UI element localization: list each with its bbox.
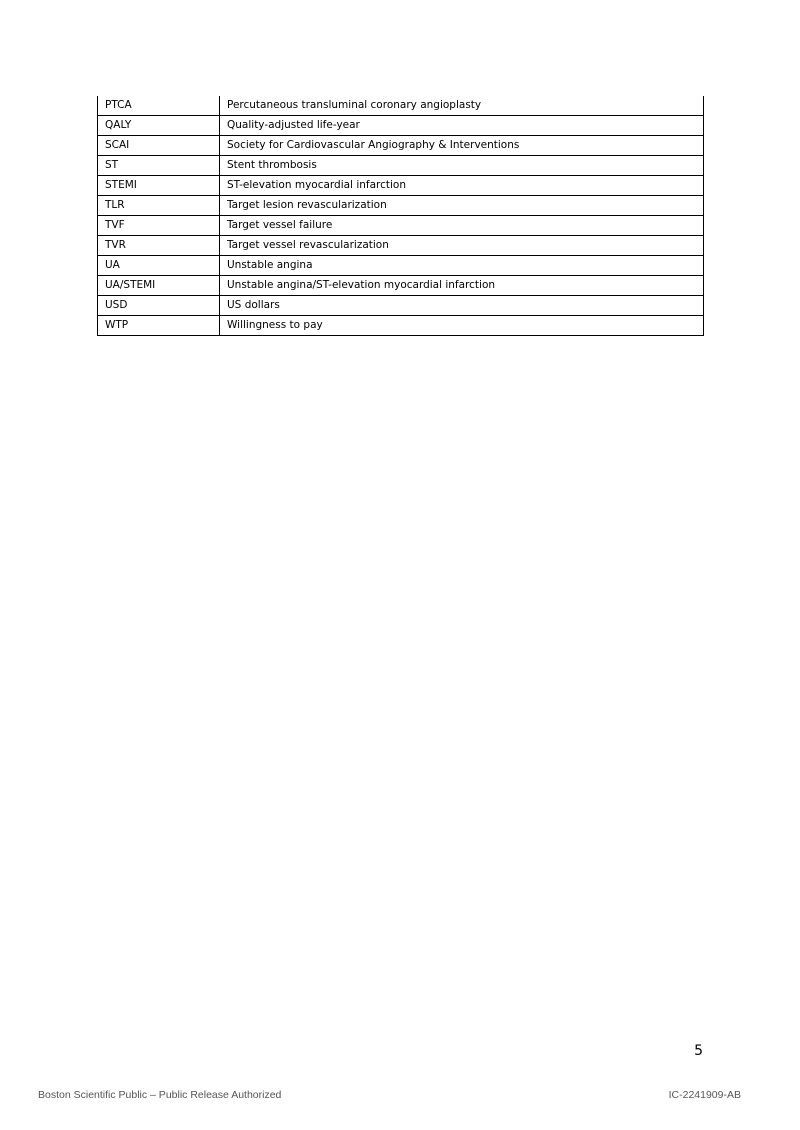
definition-cell: Target lesion revascularization: [220, 196, 704, 216]
abbreviation-cell: ST: [98, 156, 220, 176]
footer-document-id: IC-2241909-AB: [668, 1089, 741, 1101]
definition-cell: Unstable angina/ST-elevation myocardial infarction: [220, 276, 704, 296]
abbreviation-cell: UA: [98, 256, 220, 276]
page-number: 5: [694, 1043, 703, 1059]
abbreviation-cell: UA/STEMI: [98, 276, 220, 296]
definition-cell: Percutaneous transluminal coronary angioplasty: [220, 96, 704, 116]
definition-cell: US dollars: [220, 296, 704, 316]
table-row: [98, 236, 704, 256]
table-row: [98, 116, 704, 136]
table-row: [98, 196, 704, 216]
table-row: [98, 176, 704, 196]
definition-cell: Unstable angina: [220, 256, 704, 276]
table-row: [98, 296, 704, 316]
table-row: [98, 136, 704, 156]
table-row: [98, 316, 704, 336]
table-row: [98, 156, 704, 176]
definition-cell: ST-elevation myocardial infarction: [220, 176, 704, 196]
abbreviation-cell: TLR: [98, 196, 220, 216]
definition-cell: Quality-adjusted life-year: [220, 116, 704, 136]
abbreviation-cell: PTCA: [98, 96, 220, 116]
abbreviation-cell: QALY: [98, 116, 220, 136]
definition-cell: Stent thrombosis: [220, 156, 704, 176]
definition-cell: Target vessel failure: [220, 216, 704, 236]
table-row: [98, 216, 704, 236]
definition-cell: Target vessel revascularization: [220, 236, 704, 256]
abbreviation-cell: TVF: [98, 216, 220, 236]
abbreviation-cell: WTP: [98, 316, 220, 336]
abbreviations-table: [97, 96, 704, 336]
abbreviation-cell: STEMI: [98, 176, 220, 196]
abbreviation-cell: TVR: [98, 236, 220, 256]
table-row: [98, 256, 704, 276]
abbreviation-cell: USD: [98, 296, 220, 316]
abbreviations-table-body: [98, 96, 704, 336]
definition-cell: Willingness to pay: [220, 316, 704, 336]
abbreviation-cell: SCAI: [98, 136, 220, 156]
footer-classification: Boston Scientific Public – Public Release Authorized: [38, 1089, 282, 1101]
table-row: [98, 96, 704, 116]
table-row: [98, 276, 704, 296]
definition-cell: Society for Cardiovascular Angiography & Interventions: [220, 136, 704, 156]
